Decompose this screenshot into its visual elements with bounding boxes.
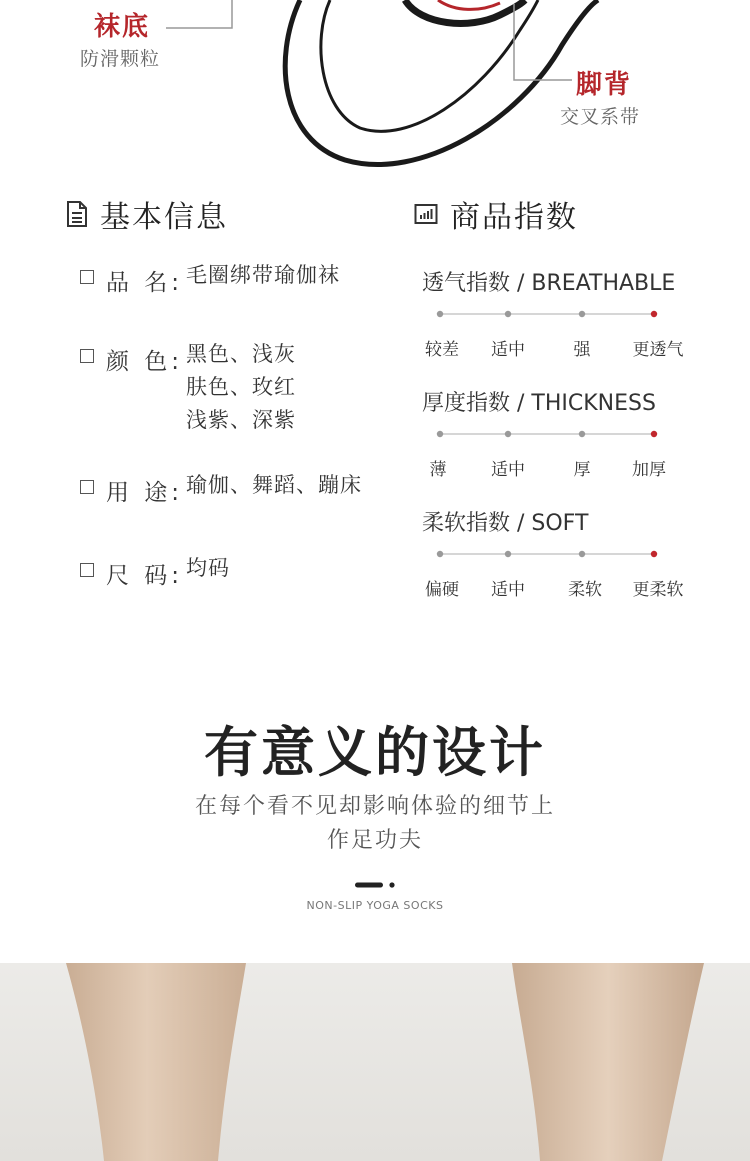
sock-diagram xyxy=(0,0,750,175)
index-level-label: 更透气 xyxy=(632,340,684,360)
product-index-heading xyxy=(414,192,578,236)
index-level-label: 柔软 xyxy=(568,580,602,600)
index-selected-dot xyxy=(651,311,657,317)
checkbox-square-icon xyxy=(80,563,94,577)
index-level-label: 适中 xyxy=(491,580,525,600)
info-row-label: 尺 码: xyxy=(106,563,184,589)
info-value-line: 肤色、玫红 xyxy=(186,375,296,399)
index-level-dot xyxy=(505,311,511,317)
checkbox-square-icon xyxy=(80,270,94,284)
info-row-size xyxy=(80,557,230,590)
index-title-soft: 柔软指数 / SOFT xyxy=(422,511,589,536)
index-selected-dot xyxy=(651,551,657,557)
info-value-line: 瑜伽、舞蹈、蹦床 xyxy=(186,473,362,497)
info-row-label: 颜 色: xyxy=(106,349,184,375)
index-level-label: 薄 xyxy=(429,460,447,480)
index-level-label: 更柔软 xyxy=(632,580,684,600)
design-subtitle-line-2: 作足功夫 xyxy=(326,828,423,853)
info-row-value xyxy=(186,259,340,297)
legs-photo-illustration xyxy=(0,963,750,1161)
info-value-line: 黑色、浅灰 xyxy=(186,342,296,366)
english-tagline: NON-SLIP YOGA SOCKS xyxy=(306,899,444,912)
index-level-dot xyxy=(437,551,443,557)
index-scale-soft xyxy=(422,547,702,607)
info-row-value xyxy=(186,552,230,590)
index-level-dot xyxy=(579,311,585,317)
info-row-value xyxy=(186,338,296,437)
info-value-line: 均码 xyxy=(186,556,230,580)
design-subtitle-line-1: 在每个看不见却影响体验的细节上 xyxy=(194,794,555,819)
index-level-dot xyxy=(579,551,585,557)
index-scale-breathable xyxy=(422,307,702,367)
info-row-name xyxy=(80,264,340,297)
checkbox-square-icon xyxy=(80,480,94,494)
instep-callout-title: 脚背 xyxy=(576,70,633,100)
index-level-dot xyxy=(505,551,511,557)
instep-callout-subtitle: 交叉系带 xyxy=(560,106,641,128)
index-scale-track xyxy=(422,427,682,441)
info-value-line: 毛圈绑带瑜伽袜 xyxy=(186,263,340,287)
legs-photo xyxy=(0,963,750,1161)
bar-chart-icon xyxy=(414,202,438,226)
index-level-label: 偏硬 xyxy=(425,580,459,600)
index-scale-track xyxy=(422,547,682,561)
basic-info-heading xyxy=(66,192,228,236)
info-row-usage xyxy=(80,474,362,507)
document-icon xyxy=(66,200,88,228)
index-scale-thickness xyxy=(422,427,702,487)
index-level-dot xyxy=(437,311,443,317)
index-level-label: 厚 xyxy=(573,460,591,480)
sole-callout-title: 袜底 xyxy=(94,12,151,42)
basic-info-heading-text: 基本信息 xyxy=(100,200,228,235)
checkbox-square-icon xyxy=(80,349,94,363)
design-title: 有意义的设计 xyxy=(204,721,546,784)
index-selected-dot xyxy=(651,431,657,437)
index-level-label: 加厚 xyxy=(632,460,666,480)
info-value-line: 浅紫、深紫 xyxy=(186,408,296,432)
index-title-thickness: 厚度指数 / THICKNESS xyxy=(422,391,656,416)
index-level-label: 较差 xyxy=(425,340,459,360)
info-row-label: 品 名: xyxy=(106,270,184,296)
info-row-color xyxy=(80,343,296,437)
index-level-dot xyxy=(505,431,511,437)
index-level-dot xyxy=(437,431,443,437)
product-index-heading-text: 商品指数 xyxy=(450,200,578,235)
index-level-label: 适中 xyxy=(491,340,525,360)
index-scale-track xyxy=(422,307,682,321)
sole-callout-subtitle: 防滑颗粒 xyxy=(80,48,161,70)
info-row-label: 用 途: xyxy=(106,480,184,506)
index-level-label: 适中 xyxy=(491,460,525,480)
index-level-dot xyxy=(579,431,585,437)
divider-dash-icon xyxy=(355,882,397,888)
index-level-label: 强 xyxy=(573,340,591,360)
info-row-value xyxy=(186,469,362,507)
index-title-breathable: 透气指数 / BREATHABLE xyxy=(422,271,676,296)
